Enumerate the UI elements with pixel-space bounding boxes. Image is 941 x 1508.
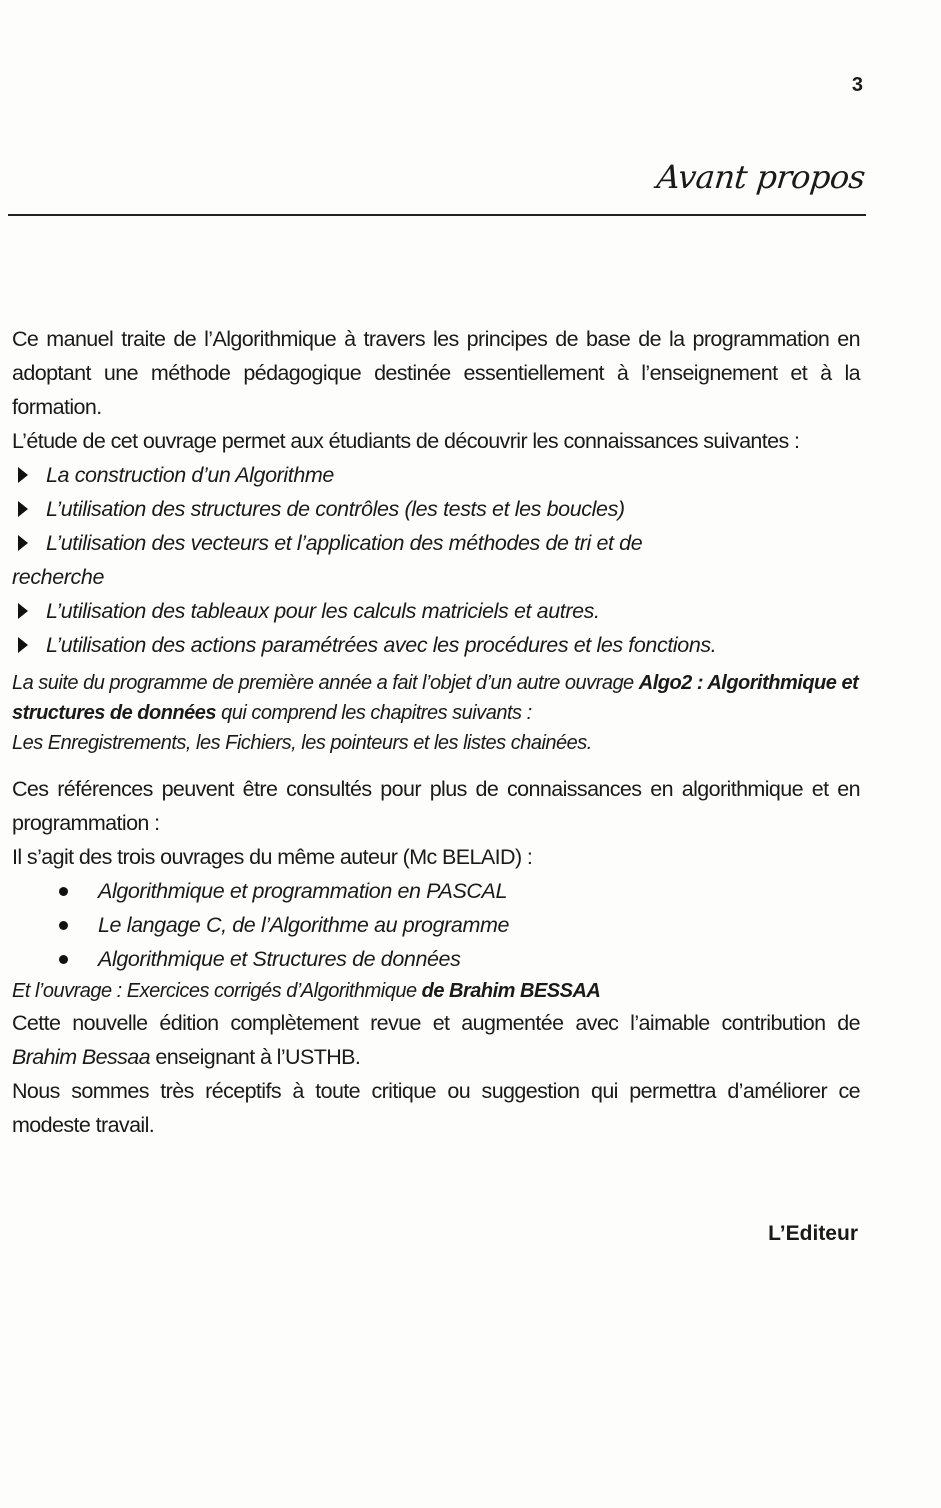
arrow-bullet-icon bbox=[18, 637, 28, 653]
list-item-text: La construction d’un Algorithme bbox=[46, 463, 334, 487]
arrow-bullet-icon bbox=[18, 467, 28, 483]
intro-paragraph: Ce manuel traite de l’Algorithmique à travers les principes de base de la programmation en adoptant une méthode pédagogique destinée essentiellement à l’enseignement et à la formation. bbox=[12, 327, 860, 419]
page-heading: Avant propos bbox=[655, 158, 867, 196]
references-author: Il s’agit des trois ouvrages du même auteur (Mc BELAID) : bbox=[12, 845, 533, 869]
knowledge-list bbox=[12, 458, 860, 662]
edition-text: Cette nouvelle édition complètement revue et augmentée avec l’aimable contribution de bbox=[12, 1011, 860, 1035]
page-number: 3 bbox=[851, 74, 863, 96]
list-item bbox=[12, 594, 860, 628]
sequel-chapters: Les Enregistrements, les Fichiers, les pointeurs et les listes chainées. bbox=[12, 732, 592, 754]
references-section bbox=[12, 772, 860, 976]
edition-paragraph bbox=[12, 1006, 860, 1074]
list-item-text: L’utilisation des actions paramétrées avec les procédures et les fonctions. bbox=[46, 633, 717, 657]
list-item-continuation: recherche bbox=[12, 565, 105, 589]
list-item bbox=[12, 458, 860, 492]
list-item-text: L’utilisation des structures de contrôles (les tests et les boucles) bbox=[46, 497, 625, 521]
list-item-text: L’utilisation des vecteurs et l’application des méthodes de tri et de bbox=[46, 531, 643, 555]
book-title: Algorithmique et Structures de données bbox=[98, 947, 461, 971]
book-title: Algorithmique et programmation en PASCAL bbox=[98, 879, 508, 903]
sequel-text-after: qui comprend les chapitres suivants : bbox=[216, 702, 532, 724]
signature: L’Editeur bbox=[768, 1222, 858, 1245]
bullet-dot-icon bbox=[59, 955, 68, 964]
edition-contributor: Brahim Bessaa bbox=[12, 1045, 150, 1069]
book-item bbox=[12, 908, 860, 942]
sequel-text: La suite du programme de première année a fait l’objet d’un autre ouvrage bbox=[12, 672, 639, 694]
bullet-dot-icon bbox=[59, 887, 68, 896]
book-item bbox=[12, 942, 860, 976]
bullet-dot-icon bbox=[59, 921, 68, 930]
list-item bbox=[12, 526, 860, 594]
arrow-bullet-icon bbox=[18, 535, 28, 551]
sequel-note bbox=[12, 668, 860, 758]
heading-divider bbox=[8, 214, 866, 216]
book-title: Le langage C, de l’Algorithme au programme bbox=[98, 913, 510, 937]
arrow-bullet-icon bbox=[18, 603, 28, 619]
list-item-text: L’utilisation des tableaux pour les calculs matriciels et autres. bbox=[46, 599, 600, 623]
list-item bbox=[12, 628, 860, 662]
closing-paragraph: Nous sommes très réceptifs à toute critique ou suggestion qui permettra d’améliorer ce modeste travail. bbox=[12, 1079, 860, 1137]
other-book-author: de Brahim BESSAA bbox=[421, 980, 601, 1002]
list-item bbox=[12, 492, 860, 526]
book-item bbox=[12, 874, 860, 908]
intro-paragraph-knowledge: L’étude de cet ouvrage permet aux étudiants de découvrir les connaissances suivantes : bbox=[12, 429, 800, 453]
edition-text-after: enseignant à l’USTHB. bbox=[150, 1045, 361, 1069]
sequel-book-title: Algo2 : Algorithmique et structures de données bbox=[12, 672, 859, 724]
other-book-title: Et l’ouvrage : Exercices corrigés d’Algorithmique bbox=[12, 980, 422, 1002]
books-list bbox=[12, 874, 860, 976]
other-book-note bbox=[12, 976, 860, 1006]
foreword-body bbox=[12, 322, 860, 1142]
arrow-bullet-icon bbox=[18, 501, 28, 517]
references-paragraph: Ces références peuvent être consultés pour plus de connaissances en algorithmique et en programmation : bbox=[12, 777, 860, 835]
